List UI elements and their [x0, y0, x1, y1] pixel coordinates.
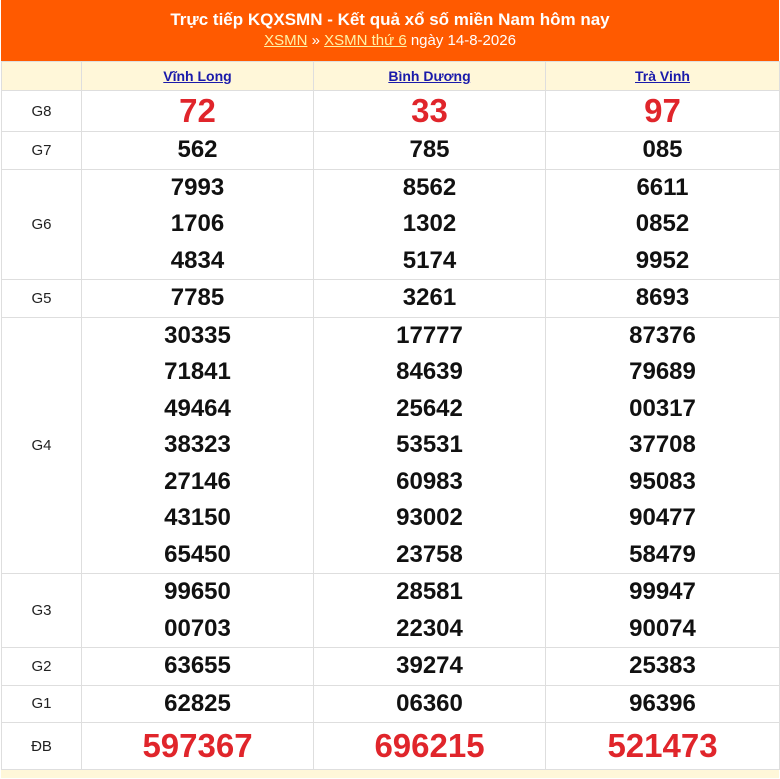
prize-cell: [82, 317, 314, 574]
prize-number: 60983: [396, 467, 463, 495]
prize-row-g8: [2, 91, 780, 132]
xsmn-friday-link[interactable]: XSMN thứ 6: [324, 32, 407, 49]
province-header[interactable]: [546, 62, 780, 91]
prize-number: 22304: [396, 614, 463, 642]
prize-cell: [314, 169, 546, 280]
prize-number: 96396: [629, 689, 696, 717]
prize-row-g2: [2, 648, 780, 686]
prize-number: 37708: [629, 431, 696, 458]
prize-cell: [546, 574, 780, 648]
prize-label: G4: [2, 317, 82, 574]
prize-number: 79689: [629, 358, 696, 385]
prize-number: 39274: [396, 652, 463, 679]
prize-row-g3: [2, 574, 780, 648]
prize-cell: [314, 132, 546, 170]
prize-number: 06360: [396, 689, 463, 717]
prize-cell: [546, 648, 780, 686]
prize-number: 53531: [396, 431, 463, 458]
prize-cell: [546, 91, 780, 132]
prize-number: 95083: [629, 467, 696, 495]
prize-number: 7785: [170, 284, 225, 311]
prize-number: 33: [411, 92, 448, 129]
results-table: [1, 61, 780, 770]
prize-number: 0852: [635, 210, 690, 237]
page-title: Trực tiếp KQXSMN - Kết quả xổ số miền Nam hôm nay: [170, 10, 610, 29]
prize-number: 17777: [396, 321, 463, 349]
prize-number: 28581: [396, 578, 463, 605]
results-container: [1, 0, 779, 778]
prize-cell: [314, 685, 546, 723]
prize-cell: [82, 132, 314, 170]
prize-label: G8: [2, 91, 82, 132]
prize-label: G2: [2, 648, 82, 686]
prize-cell: [546, 317, 780, 574]
province-link-vinh-long[interactable]: Vĩnh Long: [163, 68, 232, 84]
prize-number: 4834: [170, 246, 225, 274]
prize-number: 65450: [164, 540, 231, 568]
xsmn-link[interactable]: XSMN: [264, 32, 308, 49]
prize-number: 00317: [629, 394, 696, 422]
prize-cell: [546, 685, 780, 723]
prize-row-g7: [2, 132, 780, 170]
prize-number: 38323: [164, 431, 231, 458]
prize-label: G7: [2, 132, 82, 170]
prize-number: 8693: [635, 284, 690, 311]
prize-number: 9952: [635, 246, 690, 274]
prize-label: G3: [2, 574, 82, 648]
prize-number: 6611: [636, 173, 689, 201]
prize-row-g4: [2, 317, 780, 574]
prize-number: 785: [409, 136, 450, 163]
prize-number: 30335: [164, 321, 231, 349]
prize-number: 696215: [374, 727, 485, 764]
results-header: [1, 0, 779, 61]
prize-cell: [314, 317, 546, 574]
prize-number: 23758: [396, 540, 463, 568]
prize-cell: [82, 280, 314, 318]
prize-cell: [546, 132, 780, 170]
draw-date: ngày 14-8-2026: [410, 32, 516, 49]
prize-number: 085: [642, 136, 683, 163]
breadcrumb: [1, 31, 779, 51]
prize-cell: [82, 648, 314, 686]
prize-number: 58479: [629, 540, 696, 568]
prize-row-g1: [2, 685, 780, 723]
prize-row-g5: [2, 280, 780, 318]
prize-cell: [82, 169, 314, 280]
prize-number: 90477: [629, 504, 696, 531]
prize-cell: [82, 723, 314, 770]
prize-number: 1706: [170, 210, 225, 237]
prize-cell: [314, 91, 546, 132]
prize-cell: [546, 723, 780, 770]
prize-cell: [82, 685, 314, 723]
prize-cell: [82, 91, 314, 132]
prize-row-g6: [2, 169, 780, 280]
prize-number: 71841: [164, 358, 231, 385]
prize-number: 99650: [164, 578, 231, 605]
province-header-row: [2, 62, 780, 91]
prize-number: 1302: [402, 210, 457, 237]
prize-cell: [314, 723, 546, 770]
prize-number: 97: [644, 92, 681, 129]
prize-label: G5: [2, 280, 82, 318]
prize-number: 84639: [396, 358, 463, 385]
prize-number: 8562: [402, 173, 457, 201]
prize-number: 49464: [164, 394, 231, 422]
province-header[interactable]: [314, 62, 546, 91]
prize-number: 63655: [164, 652, 231, 679]
prize-cell: [546, 169, 780, 280]
prize-number: 562: [177, 136, 218, 163]
prize-label: ĐB: [2, 723, 82, 770]
table-footer-strip: [1, 770, 779, 778]
prize-label: G6: [2, 169, 82, 280]
prize-number: 90074: [629, 614, 696, 642]
prize-cell: [314, 574, 546, 648]
prize-label: G1: [2, 685, 82, 723]
province-link-binh-duong[interactable]: Bình Dương: [388, 68, 471, 84]
prize-number: 87376: [629, 321, 696, 349]
prize-number: 27146: [164, 467, 231, 495]
corner-cell: [2, 62, 82, 91]
prize-number: 3261: [402, 284, 457, 311]
prize-number: 25642: [396, 394, 463, 422]
prize-cell: [314, 648, 546, 686]
prize-cell: [82, 574, 314, 648]
prize-number: 521473: [607, 727, 718, 764]
prize-number: 72: [179, 92, 216, 129]
prize-row-db: [2, 723, 780, 770]
breadcrumb-separator: »: [311, 32, 320, 49]
province-link-tra-vinh[interactable]: Trà Vinh: [635, 68, 690, 84]
prize-number: 43150: [164, 504, 231, 531]
prize-number: 99947: [629, 578, 696, 605]
prize-cell: [546, 280, 780, 318]
prize-cell: [314, 280, 546, 318]
prize-number: 25383: [629, 652, 696, 679]
prize-number: 597367: [142, 727, 253, 764]
prize-number: 62825: [164, 689, 231, 717]
prize-number: 93002: [396, 504, 463, 531]
prize-number: 7993: [170, 173, 225, 201]
prize-number: 00703: [164, 614, 231, 642]
province-header[interactable]: [82, 62, 314, 91]
prize-number: 5174: [402, 246, 457, 274]
